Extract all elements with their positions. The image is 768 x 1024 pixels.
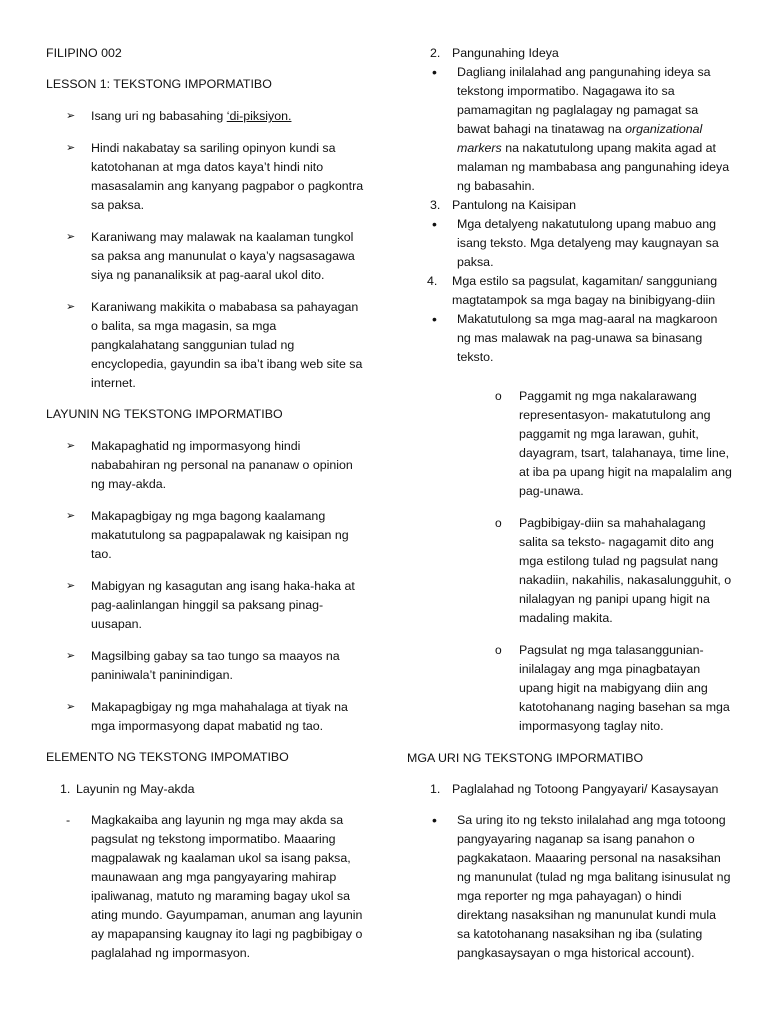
elemento-item (46, 780, 366, 799)
course-title: FILIPINO 002 (46, 46, 122, 60)
bullet-icon: • (432, 812, 437, 828)
layunin-text: Magsilbing gabay sa tao tungo sa maayos na paniniwala’t paninindigan. (91, 649, 340, 682)
elemento-desc: Mga detalyeng nakatutulong upang mabuo ang isang teksto. Mga detalyeng may kaugnayan sa paksa. (457, 217, 719, 269)
elemento-title: Mga estilo sa pagsulat, kagamitan/ sangguniang magtatampok sa mga bagay na binibigyang-diin (452, 274, 718, 307)
circle-bullet-icon: o (495, 643, 502, 657)
sub-item (407, 514, 732, 628)
bullet-icon: • (432, 216, 437, 232)
right-column (407, 44, 732, 963)
intro-text: Karaniwang may malawak na kaalaman tungkol sa paksa ang manunulat o kaya’y nagsasagawa siya ng pananaliksik at pag-aaral ukol dito. (91, 230, 355, 282)
intro-text: Karaniwang makikita o mababasa sa pahayagan o balita, sa mga magasin, sa mga pangkalahatang sanggunian tulad ng encyclopedia, gayundin sa iba’t ibang web site sa internet. (91, 300, 363, 390)
layunin-text: Makapagbigay ng mga bagong kaalamang makatutulong sa pagpapalawak ng kaisipan ng tao. (91, 509, 349, 561)
layunin-item (46, 577, 366, 634)
left-column (46, 44, 366, 977)
elemento-item (407, 272, 732, 310)
elemento-desc: Dagliang inilalahad ang pangunahing ideya sa tekstong impormatibo. Nagagawa ito sa pamamagitan ng paglalagay ng pamagat sa bawat bahagi na tinatawag na (457, 65, 711, 136)
arrow-bullet-icon: ➢ (66, 510, 76, 522)
intro-underlined-text: ‘di-piksiyon. (226, 109, 292, 123)
elemento-desc-item (407, 310, 732, 367)
layunin-text: Makapagbigay ng mga mahahalaga at tiyak na mga impormasyong dapat mabatid ng tao. (91, 700, 348, 733)
intro-text: Hindi nakabatay sa sariling opinyon kundi sa katotohanan at mga datos kaya’t hindi nito masasalamin ang kanyang pagpabor o pagkontra sa paksa. (91, 141, 364, 212)
sub-item (407, 387, 732, 501)
elemento-desc-item (46, 811, 366, 963)
dash-marker: - (66, 813, 71, 827)
layunin-item (46, 647, 366, 685)
uri-item (407, 780, 732, 799)
elemento-title: Layunin ng May-akda (76, 782, 195, 796)
arrow-bullet-icon: ➢ (66, 142, 76, 154)
arrow-bullet-icon: ➢ (66, 701, 76, 713)
circle-bullet-icon: o (495, 516, 502, 530)
intro-item (46, 228, 366, 285)
number-marker: 1. (430, 782, 441, 796)
elemento-desc: na nakatutulong upang makita agad at malaman ng mambabasa ang pangunahing ideya ng babasahin. (457, 141, 730, 193)
arrow-bullet-icon: ➢ (66, 650, 76, 662)
elemento-item (407, 196, 732, 215)
layunin-heading: LAYUNIN NG TEKSTONG IMPORMATIBO (46, 407, 283, 421)
intro-item (46, 139, 366, 215)
arrow-bullet-icon: ➢ (66, 231, 76, 243)
layunin-item (46, 507, 366, 564)
uri-title: Paglalahad ng Totoong Pangyayari/ Kasaysayan (452, 782, 719, 796)
intro-text: Isang uri ng babasahing (91, 109, 227, 123)
arrow-bullet-icon: ➢ (66, 580, 76, 592)
bullet-icon: • (432, 64, 437, 80)
sub-text: Pagbibigay-diin sa mahahalagang salita sa teksto- nagagamit dito ang mga estilong tulad ng pagsulat nang nakadiin, nakahilis, nakasalungguhit, o nilalagyan ng panipi upang higit na madaling makita. (519, 516, 732, 625)
elemento-title: Pangunahing Ideya (452, 46, 559, 60)
layunin-text: Mabigyan ng kasagutan ang isang haka-haka at pag-aalinlangan hinggil sa paksang pinag-uusapan. (91, 579, 355, 631)
number-marker: 4. (427, 274, 438, 288)
layunin-item (46, 698, 366, 736)
elemento-desc: Magkakaiba ang layunin ng mga may akda sa pagsulat ng tekstong impormatibo. Maaaring magpalawak ng kaalaman ukol sa isang paksa, maunawaan ang mga pangyayaring mahirap ipaliwanag, matuto ng maraming bagay ukol sa ating mundo. Gayumpaman, anuman ang layunin ay mapapansing kaugnay ito lagi ng pagbibigay o paglalahad ng impormasyon. (91, 813, 363, 960)
elemento-heading: ELEMENTO NG TEKSTONG IMPOMATIBO (46, 750, 289, 764)
circle-bullet-icon: o (495, 389, 502, 403)
uri-desc: Sa uring ito ng teksto inilalahad ang mga totoong pangyayaring naganap sa isang panahon o pagkakataon. Maaaring personal na nasaksihan ng manunulat (tulad ng mga balitang isinusulat ng mga reporter ng mga pahayagan) o hindi direktang nasaksihan ng manunulat kundi mula sa katotohanang nasaksihan ng iba (sulating pangkasaysayan o mga historical account). (457, 813, 731, 960)
intro-item (46, 107, 366, 126)
elemento-desc: Makatutulong sa mga mag-aaral na magkaroon ng mas malawak na pag-unawa sa binasang teksto. (457, 312, 718, 364)
arrow-bullet-icon: ➢ (66, 301, 76, 313)
elemento-desc-italic: organizational markers (457, 122, 703, 155)
arrow-bullet-icon: ➢ (66, 440, 76, 452)
lesson-title: LESSON 1: TEKSTONG IMPORMATIBO (46, 77, 272, 91)
intro-item (46, 298, 366, 393)
layunin-item (46, 437, 366, 494)
layunin-text: Makapaghatid ng impormasyong hindi nababahiran ng personal na pananaw o opinion ng may-akda. (91, 439, 353, 491)
number-marker: 3. (430, 198, 441, 212)
sub-item (407, 641, 732, 736)
elemento-item (407, 44, 732, 63)
bullet-icon: • (432, 311, 437, 327)
elemento-desc-item (407, 215, 732, 272)
uri-heading: MGA URI NG TEKSTONG IMPORMATIBO (407, 751, 644, 765)
sub-text: Pagsulat ng mga talasanggunian- inilalagay ang mga pinagbatayan upang higit na mabigyang diin ang katotohanang naging basehan sa mga impormasyong taglay nito. (519, 643, 730, 733)
number-marker: 2. (430, 46, 441, 60)
sub-text: Paggamit ng mga nakalarawang representasyon- makatutulong ang paggamit ng mga larawan, guhit, dayagram, tsart, talahanaya, time line, at iba pa upang higit na mapalalim ang pag-unawa. (519, 389, 732, 498)
uri-desc-item (407, 811, 732, 963)
number-marker: 1. (60, 782, 71, 796)
elemento-title: Pantulong na Kaisipan (452, 198, 577, 212)
arrow-bullet-icon: ➢ (66, 110, 76, 122)
elemento-desc-item (407, 63, 732, 196)
